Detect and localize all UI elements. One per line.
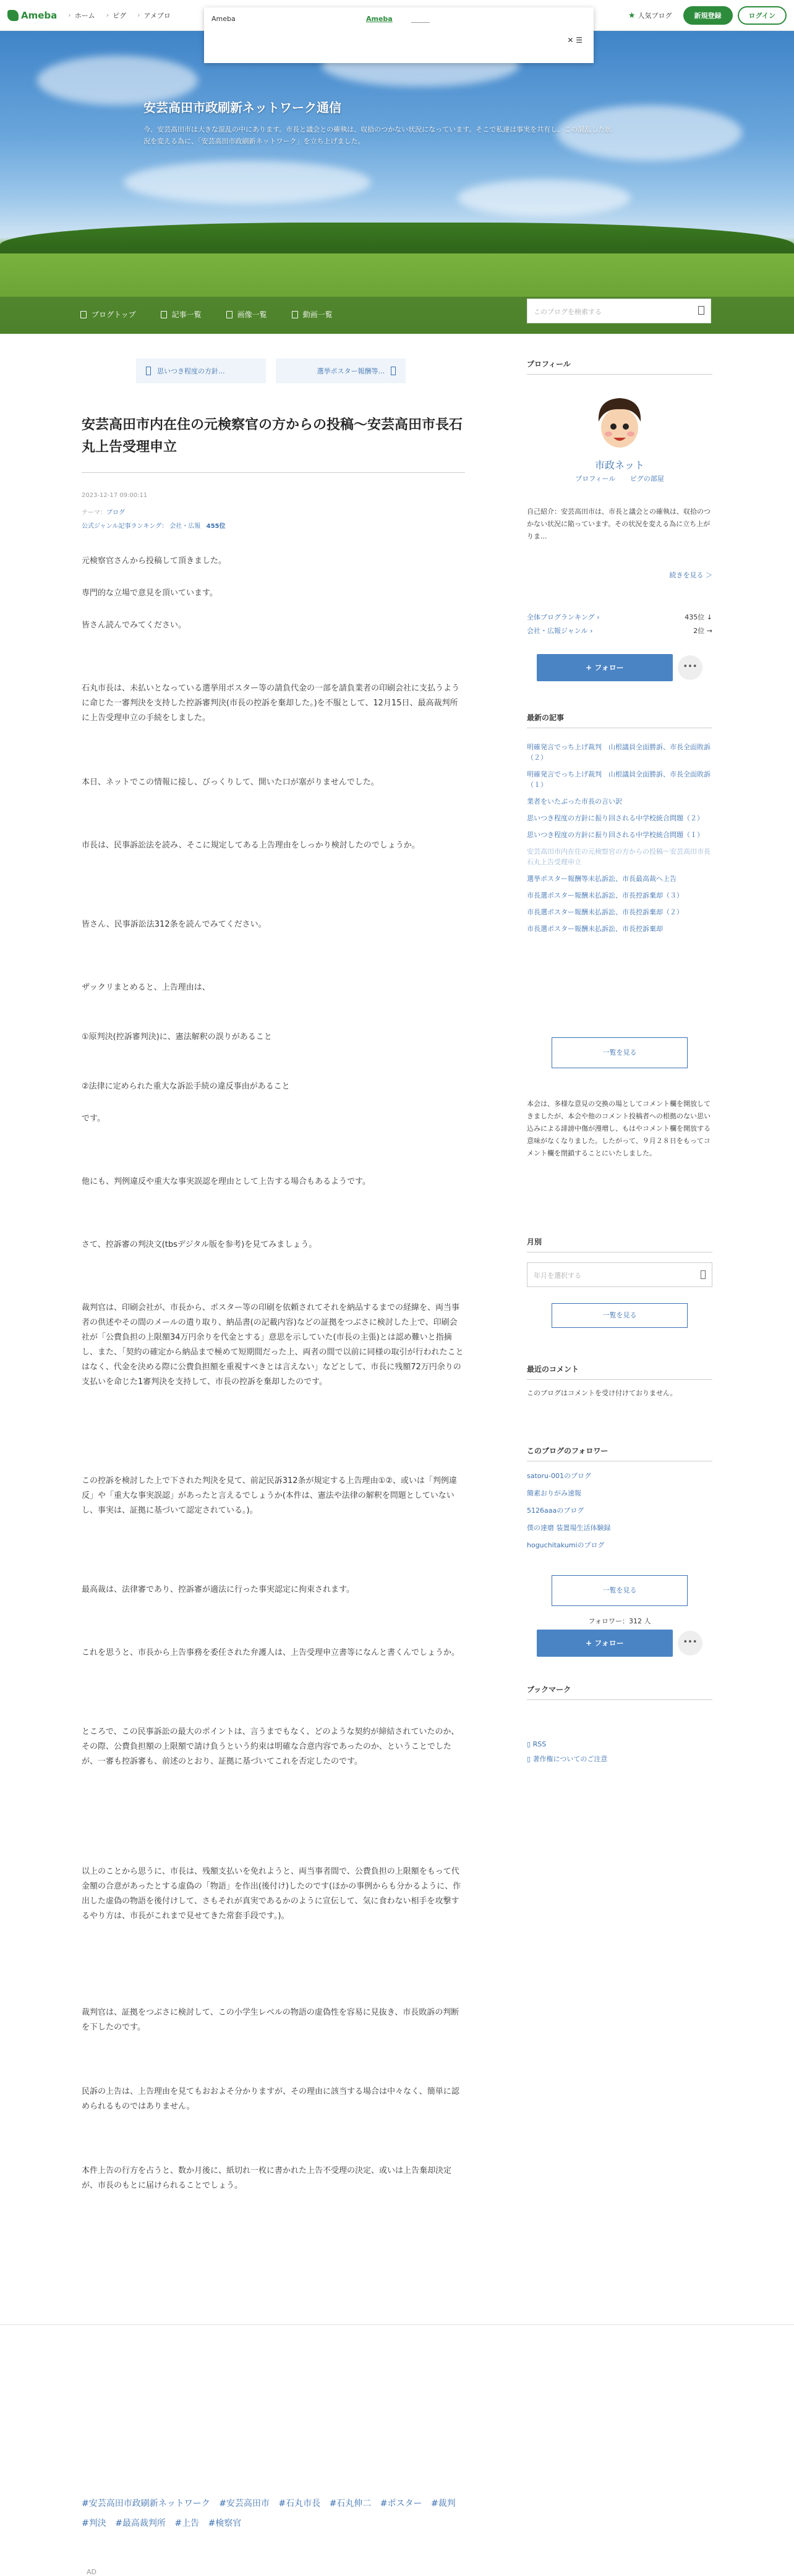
recent-post-link[interactable]: 思いつき程度の方針に振り回される中学校統合問題（２） — [527, 814, 704, 822]
followers-heading: このブログのフォロワー — [527, 1445, 712, 1461]
bookmark-heading: ブックマーク — [527, 1684, 712, 1700]
recent-posts-list — [527, 742, 712, 940]
ameba-logo-text: Ameba — [21, 9, 58, 21]
entry-hashtags — [82, 2494, 465, 2533]
hashtag-link[interactable]: #裁判 — [430, 2499, 456, 2509]
recent-post-link[interactable]: 市長選ポスター報酬未払訴訟、市長控訴棄却（２） — [527, 908, 683, 916]
prev-post-link[interactable] — [136, 359, 266, 383]
ameba-logo-icon — [7, 10, 19, 21]
recent-post-current[interactable]: 安芸高田市内在住の元検察官の方からの投稿〜安芸高田市長石丸上告受理申立 — [527, 848, 711, 866]
genre-ranking-row[interactable] — [527, 626, 712, 635]
cloud — [124, 161, 371, 204]
monthly-list-button[interactable]: 一覧を見る — [552, 1303, 688, 1328]
top-nav — [68, 11, 182, 20]
profile-name[interactable]: 市政ネット — [594, 459, 644, 471]
profile-heading: プロフィール — [527, 359, 712, 375]
recent-post-link[interactable]: 明確発言でっち上げ裁判 山根議員全面勝訴、市長全面敗訴（２） — [527, 743, 711, 762]
rss-link[interactable] — [527, 1737, 712, 1752]
more-options-button-bottom[interactable]: ••• — [678, 1631, 702, 1656]
overall-ranking-value: 435位 ↓ — [685, 613, 712, 621]
entry-ranking-genre: 会社・広報 — [169, 523, 201, 530]
hashtag-link[interactable]: #安芸高田市政刷新ネットワーク — [82, 2499, 210, 2509]
entry-paragraph: ①原判決(控訴審判決)に、憲法解釈の誤りがあること — [82, 1032, 272, 1042]
entry-date: 2023-12-17 09:00:11 — [82, 492, 148, 499]
blog-search-placeholder: このブログを検索する — [534, 308, 602, 316]
followers-list — [527, 1468, 712, 1554]
hashtag-link[interactable]: #上告 — [174, 2519, 200, 2528]
post-navigation — [136, 359, 416, 383]
follower-link[interactable]: 5126aaaのブログ — [527, 1507, 584, 1515]
entry-paragraph: 元検察官さんから投稿して頂きました。 — [82, 556, 227, 566]
follow-button[interactable]: + フォロー — [537, 654, 673, 681]
entry-paragraph: これを思うと、市長から上告事務を委任された弁護人は、上告受理申立書等になんと書くんでしょうか。 — [82, 1648, 460, 1657]
month-select-placeholder: 年月を選択する — [534, 1272, 581, 1280]
nav-video-list[interactable] — [292, 309, 333, 320]
chevron-right-icon — [391, 367, 396, 375]
entry-theme-link[interactable]: ブログ — [106, 509, 125, 516]
nav-image-list-label: 画像一覧 — [237, 310, 267, 319]
followers-list-button[interactable]: 一覧を見る — [552, 1575, 688, 1606]
entry-paragraph: ザックリまとめると、上告理由は、 — [82, 983, 210, 992]
entry-theme — [82, 507, 125, 516]
hashtag-link[interactable]: #最高裁判所 — [115, 2519, 166, 2528]
document-icon: ▯ — [527, 1755, 533, 1763]
hashtag-link[interactable]: #石丸市長 — [278, 2499, 321, 2509]
entry-paragraph: 他にも、判例違反や重大な事実誤認を理由として上告する場合もあるようです。 — [82, 1177, 370, 1186]
recent-post-link[interactable]: 市長選ポスター報酬未払訴訟、市長控訴棄却（３） — [527, 891, 683, 899]
entry-paragraph: 市長は、民事訴訟法を読み、そこに規定してある上告理由をしっかり検討したのでしょうか。 — [82, 841, 420, 850]
nav-video-list-label: 動画一覧 — [302, 310, 333, 319]
register-button[interactable]: 新規登録 — [683, 6, 733, 25]
video-icon — [292, 311, 298, 318]
nav-blog-top[interactable] — [80, 309, 136, 320]
next-post-label: 選挙ポスター報酬等... — [317, 367, 385, 375]
top-right-actions — [628, 6, 787, 25]
top-nav-home[interactable]: › ホーム — [68, 11, 95, 20]
crown-icon: ★ — [628, 11, 636, 20]
month-select[interactable] — [527, 1262, 712, 1287]
blog-title[interactable]: 安芸高田市政刷新ネットワーク通信 — [143, 100, 341, 115]
overall-ranking-label: 全体ブログランキング › — [527, 613, 600, 621]
login-button[interactable]: ログイン — [738, 6, 787, 25]
genre-ranking-value: 2位 → — [693, 627, 712, 635]
overall-ranking-row[interactable] — [527, 612, 712, 622]
search-icon[interactable] — [698, 306, 704, 315]
profile-more-link[interactable]: 続きを見る ＞ — [669, 571, 712, 579]
follower-count: フォロワー：312 人 — [588, 1617, 651, 1625]
rss-icon: ▯ — [527, 1740, 533, 1748]
profile-description: 自己紹介：安芸高田市は、市長と議会との確執は、収拾のつかない状況に陥っています。その状況を変える為に立ち上がりま... — [527, 508, 711, 540]
chevron-down-icon — [701, 1270, 706, 1279]
entry-paragraph: この控訴を検討した上で下された判決を見て、前記民訴312条が規定する上告理由①②、或いは「判例違反」や「重大な事実誤認」があったと言えるでしょうか(本件は、憲法や法律の解釈を問題としていないし、事実は、証拠に基づいて認定されている。)。 — [82, 1476, 457, 1515]
next-post-link[interactable] — [276, 359, 406, 383]
entry-paragraph: さて、控訴審の判決文(tbsデジタル版を参考)を見てみましょう。 — [82, 1240, 317, 1249]
entry-paragraph: 皆さん読んでみてください。 — [82, 621, 187, 630]
recent-post-link[interactable]: 業者をいたぶった市長の言い訳 — [527, 797, 622, 806]
recent-post-link[interactable]: 思いつき程度の方針に振り回される中学校統合問題（１） — [527, 831, 704, 839]
blog-header-image — [0, 31, 794, 334]
entry-paragraph: 裁判官は、印刷会社が、市長から、ポスター等の印刷を依頼されてそれを納品するまでの経緯を、両当事者の供述やその間のメールの遣り取り、納品書(の記載内容)などの証拠をつぶさに検討した上で、印刷会社が「公費負担の上限額34万円余りを代金とする」意思を示していた(市長の主張)とは認め難いと指摘し、また、「契約の確定から納品まで極めて短期間だった上、両者の間で以前に同様の取引が行われたことはなく、代金を決める際に公費負担額を重視すべきとは言えない」などとして、市長に残額72万円余りの支払いを命じた1審判決を支持して、市長の控訴を棄却したのです。 — [82, 1303, 464, 1387]
entry-theme-label: テーマ： — [82, 509, 106, 516]
nav-entry-list-label: 記事一覧 — [171, 310, 202, 319]
latest-comments-heading: 最近のコメント — [527, 1364, 712, 1380]
top-nav-ameblo[interactable]: › アメブロ — [137, 11, 171, 20]
ad-overlay[interactable] — [204, 7, 594, 63]
profile-links — [527, 474, 712, 483]
follower-link[interactable]: 簡素おりがみ速報 — [527, 1489, 581, 1497]
follower-link[interactable]: satoru-001のブログ — [527, 1472, 591, 1480]
blog-description: 今、安芸高田市は大きな混乱の中にあります。市長と議会との確執は、収拾のつかない状況になっています。そこで私達は事実を共有し、この混乱した状況を変える為に、「安芸高田市政刷新ネットワーク」を立ち上げました。 — [143, 125, 612, 145]
entry-ranking[interactable] — [82, 521, 226, 530]
hashtag-link[interactable]: #安芸高田市 — [219, 2499, 270, 2509]
ad-label: AD — [87, 2568, 96, 2576]
title-divider — [82, 472, 465, 473]
recent-posts-heading: 最新の記事 — [527, 712, 712, 728]
nav-image-list[interactable] — [226, 309, 267, 320]
ad-overlay-link[interactable]: Ameba — [366, 15, 393, 23]
hashtag-link[interactable]: #判決 — [82, 2519, 106, 2528]
book-icon — [80, 311, 87, 318]
entry-ranking-value: 455位 — [206, 523, 226, 530]
follower-link[interactable]: 僕の達磨 装置場生活体験録 — [527, 1524, 611, 1532]
recent-post-link[interactable]: 明確発言でっち上げ裁判 山根議員全面勝訴、市長全面敗訴（１） — [527, 770, 711, 789]
prev-post-label: 思いつき程度の方針... — [157, 367, 225, 375]
entry-paragraph: 以上のことから思うに、市長は、残額支払いを免れようと、両当事者間で、公費負担の上限額をもって代金額の合意があったとする虚偽の「物語」を作出(後付け)したのです(ほかの事例からも分かるように、作出した虚偽の物語を後付けして、さもそれが真実であるかのように宣伝して、気に食わない相手を攻撃するやり方は、市長がこれまで見せてきた常套手段です。)。 — [82, 1867, 461, 1921]
entry-paragraph: です。 — [82, 1114, 105, 1123]
entry-ranking-label: 公式ジャンル記事ランキング： — [82, 523, 168, 530]
footer-divider — [0, 2324, 794, 2325]
blog-search-input[interactable] — [527, 299, 711, 323]
monthly-heading: 月別 — [527, 1236, 712, 1252]
entry-paragraph: 本日、ネットでこの情報に接し、びっくりして、開いた口が塞がりませんでした。 — [82, 778, 379, 787]
rss-label: RSS — [532, 1740, 547, 1748]
copyright-label: 著作権についてのご注意 — [532, 1755, 608, 1763]
follower-link[interactable]: hoguchitakumiのブログ — [527, 1541, 605, 1549]
top-nav-pigg[interactable]: › ピグ — [106, 11, 126, 20]
recent-posts-list-button[interactable]: 一覧を見る — [552, 1037, 688, 1068]
entry-paragraph: 本件上告の行方を占うと、数か月後に、紙切れ一枚に書かれた上告不受理の決定、或いは上告棄却決定が、市長のもとに届けられることでしょう。 — [82, 2166, 452, 2190]
entry-paragraph: 石丸市長は、未払いとなっている選挙用ポスター等の請負代金の一部を請負業者の印刷会社に支払うように命じた一審判決を支持した控訴審判決(市長の控訴を棄却した。)を不服として、12月15日、最高裁判所に上告受理申立の手続をしました。 — [82, 684, 460, 723]
chevron-left-icon — [146, 367, 151, 375]
entry-paragraph: 皆さん、民事訴訟法312条を読んでみてください。 — [82, 920, 267, 929]
hashtag-link[interactable]: #ポスター — [380, 2499, 422, 2509]
hashtag-link[interactable]: #石丸伸二 — [329, 2499, 372, 2509]
recent-post-link[interactable]: 市長選ポスター報酬未払訴訟、市長控訴棄却 — [527, 925, 663, 933]
bookmark-list — [527, 1737, 712, 1767]
popular-blog-label: 人気ブログ — [638, 12, 672, 20]
entry-paragraph: ところで、この民事訴訟の最大のポイントは、言うまでもなく、どのような契約が締結されていたのか、その際、公費負担額の上限額で請け負うという約束は明確な合意内容であったのか、ということでしたが、一審も控訴審も、前述のとおり、証拠に基づいてこれを否定したのです。 — [82, 1727, 459, 1766]
image-icon — [226, 311, 233, 318]
entry-title[interactable]: 安芸高田市内在住の元検察官の方からの投稿〜安芸高田市長石丸上告受理申立 — [82, 417, 463, 455]
entry-paragraph: ②法律に定められた重大な訴訟手続の違反事由があること — [82, 1082, 290, 1091]
blog-nav-items — [80, 309, 357, 320]
entry-paragraph: 専門的な立場で意見を頂いています。 — [82, 589, 218, 598]
entry-paragraph: 民訴の上告は、上告理由を見てもおおよそ分かりますが、その理由に該当する場合は中々なく、簡単に認められるものではありません。 — [82, 2087, 459, 2111]
latest-comments-text: このブログはコメントを受け付けておりません。 — [527, 1389, 677, 1397]
hashtag-link[interactable]: #検察官 — [208, 2519, 242, 2528]
nav-entry-list[interactable] — [161, 309, 202, 320]
profile-link[interactable]: プロフィール — [575, 475, 616, 483]
copyright-link[interactable] — [527, 1752, 712, 1767]
recent-post-link[interactable]: 選挙ポスター報酬等未払訴訟、市長最高裁へ上告 — [527, 875, 677, 883]
ad-overlay-brand: Ameba — [211, 15, 236, 23]
cloud — [458, 179, 631, 216]
nav-blog-top-label: ブログトップ — [92, 310, 136, 319]
follow-button-bottom[interactable]: + フォロー — [537, 1630, 673, 1657]
more-options-button[interactable]: ••• — [678, 655, 702, 680]
pigg-room-link[interactable]: ピグの部屋 — [630, 475, 664, 483]
entry-paragraph: 最高裁は、法律審であり、控訴審が適法に行った事実認定に拘束されます。 — [82, 1585, 354, 1594]
document-icon — [161, 311, 167, 318]
comment-policy-note: 本会は、多様な意見の交換の場としてコメント欄を開放してきましたが、本会や他のコメント投稿者への根拠のない思い込みによる誹謗中傷が漫増し、もはやコメント欄を開放する意味がなくなりました。したがって、９月２８日をもってコメント欄を閉鎖することにいたしました。 — [527, 1100, 711, 1157]
ad-overlay-divider — [411, 22, 430, 23]
ameba-logo[interactable] — [7, 10, 57, 21]
profile-avatar[interactable] — [590, 393, 649, 453]
entry-paragraph: 裁判官は、証拠をつぶさに検討して、この小学生レベルの物語の虚偽性を容易に見抜き、市長敗訴の判断を下したのです。 — [82, 2008, 459, 2032]
genre-ranking-label: 会社・広報ジャンル › — [527, 627, 593, 635]
ad-close-button[interactable]: ✕ ☰ — [567, 36, 583, 45]
popular-blog-link[interactable] — [628, 11, 672, 20]
